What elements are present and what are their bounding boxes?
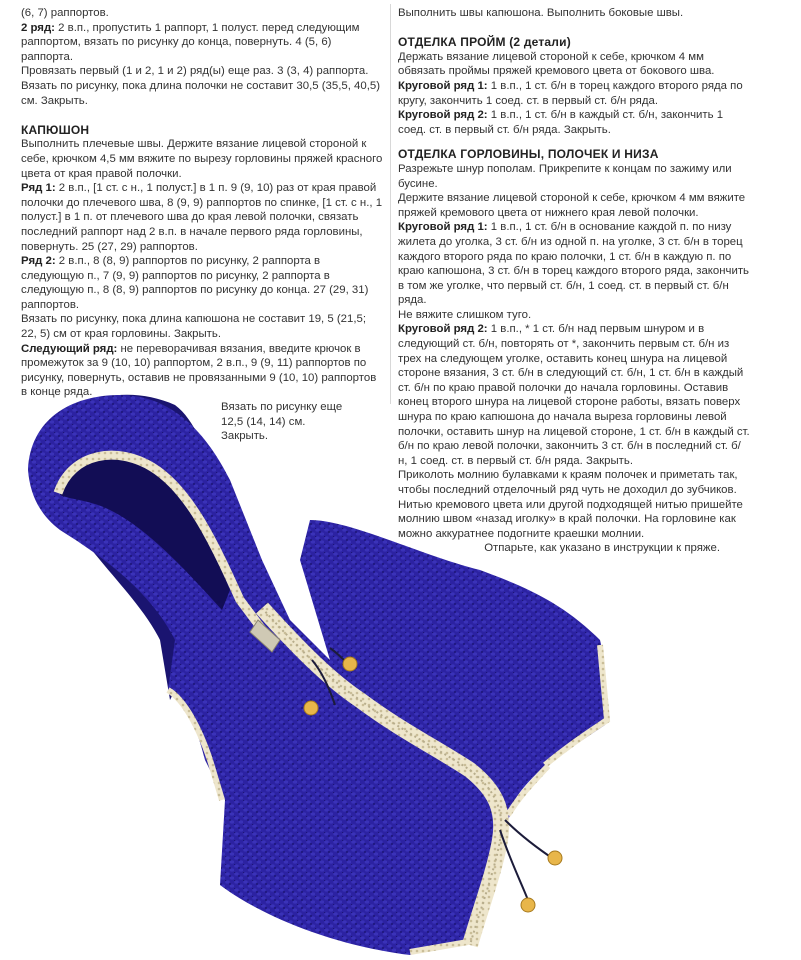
paragraph — [21, 181, 383, 254]
row-label: Ряд 2: — [21, 255, 56, 268]
paragraph — [21, 21, 383, 65]
paragraph — [398, 79, 750, 108]
paragraph: Вязать по рисунку еще 12,5 (14, 14) см. Закрыть. — [221, 401, 343, 443]
bead — [304, 701, 318, 715]
row-text: 1 в.п., 1 ст. б/н в каждый ст. б/н, закончить 1 соед. ст. в первый ст. б/н ряда. Закрыть. — [398, 109, 724, 136]
paragraph — [398, 108, 750, 137]
row-label: Круговой ряд 1: — [398, 79, 488, 92]
paragraph: Приколоть молнию булавками к краям полочек и приметать так, чтобы последний отделочный ряд чуть не доходил до зубчиков. Нитью кремового цвета или другой подходящей нитью пришейте молнию швом «назад иголку» в край полочки. На горловине как можно аккуратнее подогните краешки молнии. — [398, 469, 743, 540]
row-label: Ряд 1: — [21, 182, 56, 195]
paragraph: Выполнить плечевые швы. Держите вязание лицевой стороной к себе, крючком 4,5 мм вяжите по вырезу горловины пряжей красного цвета от края правой полочки. — [21, 138, 383, 180]
row-text: 2 в.п., пропустить 1 раппорт, 1 полуст. перед следующим раппортом, вязать по рисунку до конца, повернуть. 4 (5, 6) раппорта. — [21, 21, 360, 63]
paragraph — [398, 220, 750, 308]
row-text: 1 в.п., 1 ст. б/н в торец каждого второго ряда по кругу, закончить 1 соед. ст. в первый ст. б/н ряда. — [398, 79, 743, 107]
paragraph: Держите вязание лицевой стороной к себе, крючком 4 мм вяжите пряжей кремового цвета от нижнего края левой полочки. — [398, 192, 746, 219]
row-label: Круговой ряд 1: — [398, 221, 488, 234]
paragraph: Разрежьте шнур пополам. Прикрепите к концам по зажиму или бусине. — [398, 162, 732, 190]
section-title-hood: КАПЮШОН — [21, 122, 90, 137]
paragraph: Провязать первый (1 и 2, 1 и 2) ряд(ы) еще раз. 3 (3, 4) раппорта. Вязать по рисунку, пока длина полочки не составит 30,5 (35,5, 40,5) см. Закрыть. — [21, 65, 380, 107]
column-divider — [390, 4, 391, 404]
paragraph: Отпарьте, как указано в инструкции к пряже. — [484, 542, 720, 555]
hem-cord — [505, 820, 555, 860]
row-text: 1 в.п., * 1 ст. б/н над первым шнуром и в следующий ст. б/н, повторять от *, закончить первым ст. б/н из трех на следующем уголке, оставить конец шнура на лицевой стороне вязания, 3 ст. б/н в следующий ст. б/н, 1 ст. б/н в каждый ст. б/н по краю правой полочки до начала горловины. Оставив конец второго шнура на лицевой стороне работы, вязать поверх шнура по краю капюшона до начала выреза горловины левой полочки, оставить шнур на лицевой стороне, 1 ст. б/н в каждый ст. б/н по краю левой полочки, закончить 3 ст. б/н в последний ст. б/н, 1 соед. ст. в первый ст. б/н ряда. Закрыть. — [398, 323, 750, 467]
hem-cord — [500, 830, 528, 900]
row-text: 1 в.п., 1 ст. б/н в основание каждой п. по низу жилета до уголка, 3 ст. б/н из одной п. на уголке, 3 ст. б/н в торец каждого второго ряда по краю полочки, 1 ст. б/н в каждую п. по краю капюшона, 3 ст. б/н в торец каждого второго ряда, закончить в том же уголке, что первый ст. б/н, 1 соед. ст. в первый ст. б/н ряда. — [398, 221, 749, 307]
paragraph: Вязать по рисунку, пока длина капюшона не составит 19, 5 (21,5; 22, 5) см от края горловины. Закрыть. — [21, 313, 367, 341]
paragraph: Держать вязание лицевой стороной к себе, крючком 4 мм обвязать проймы пряжей кремового цвета от бокового шва. — [398, 50, 715, 78]
section-title-neckline: ОТДЕЛКА ГОРЛОВИНЫ, ПОЛОЧЕК И НИЗА — [398, 147, 659, 162]
row-text: 2 в.п., [1 ст. с н., 1 полуст.] в 1 п. 9 (9, 10) раз от края правой полочки до плечевого шва, 8 (9, 9) раппортов по спинке, [1 ст. с н., 1 полуст.] в 1 п. от плечевого шва до края левой полочки, связать последний раппорт над 2 в.п. в начале первого ряда горловины, повернуть. 25 (27, 29) раппортов. — [21, 182, 383, 253]
bead — [343, 657, 357, 671]
paragraph — [21, 254, 383, 312]
bead — [548, 851, 562, 865]
row-label: Круговой ряд 2: — [398, 109, 488, 122]
paragraph: Не вяжите слишком туго. — [398, 308, 532, 321]
row-label: Следующий ряд: — [21, 342, 118, 355]
row-label: 2 ряд: — [21, 21, 55, 34]
row-text: 2 в.п., 8 (8, 9) раппортов по рисунку, 2 раппорта в следующую п., 7 (9, 9) раппортов по рисунку, 2 раппорта в следующую п., 8 (8, 9) раппортов по рисунку до конца. 27 (29, 31) раппортов. — [21, 255, 369, 311]
bead — [521, 898, 535, 912]
row-label: Круговой ряд 2: — [398, 323, 488, 336]
row-text: не переворачивая вязания, введите крючок в промежуток за 9 (10, 10) раппортом, 2 в.п., 9 (9, 11) раппортов по рисунку, повернуть, оставив не провязанными 9 (10, 10) раппортов в конце ряда. — [21, 342, 377, 399]
paragraph: Выполнить швы капюшона. Выполнить боковые швы. — [398, 7, 684, 19]
left-column — [21, 6, 383, 444]
section-title-armholes: ОТДЕЛКА ПРОЙМ (2 детали) — [398, 35, 571, 50]
paragraph: (6, 7) раппортов. — [21, 7, 109, 19]
vest-photo — [0, 380, 801, 960]
